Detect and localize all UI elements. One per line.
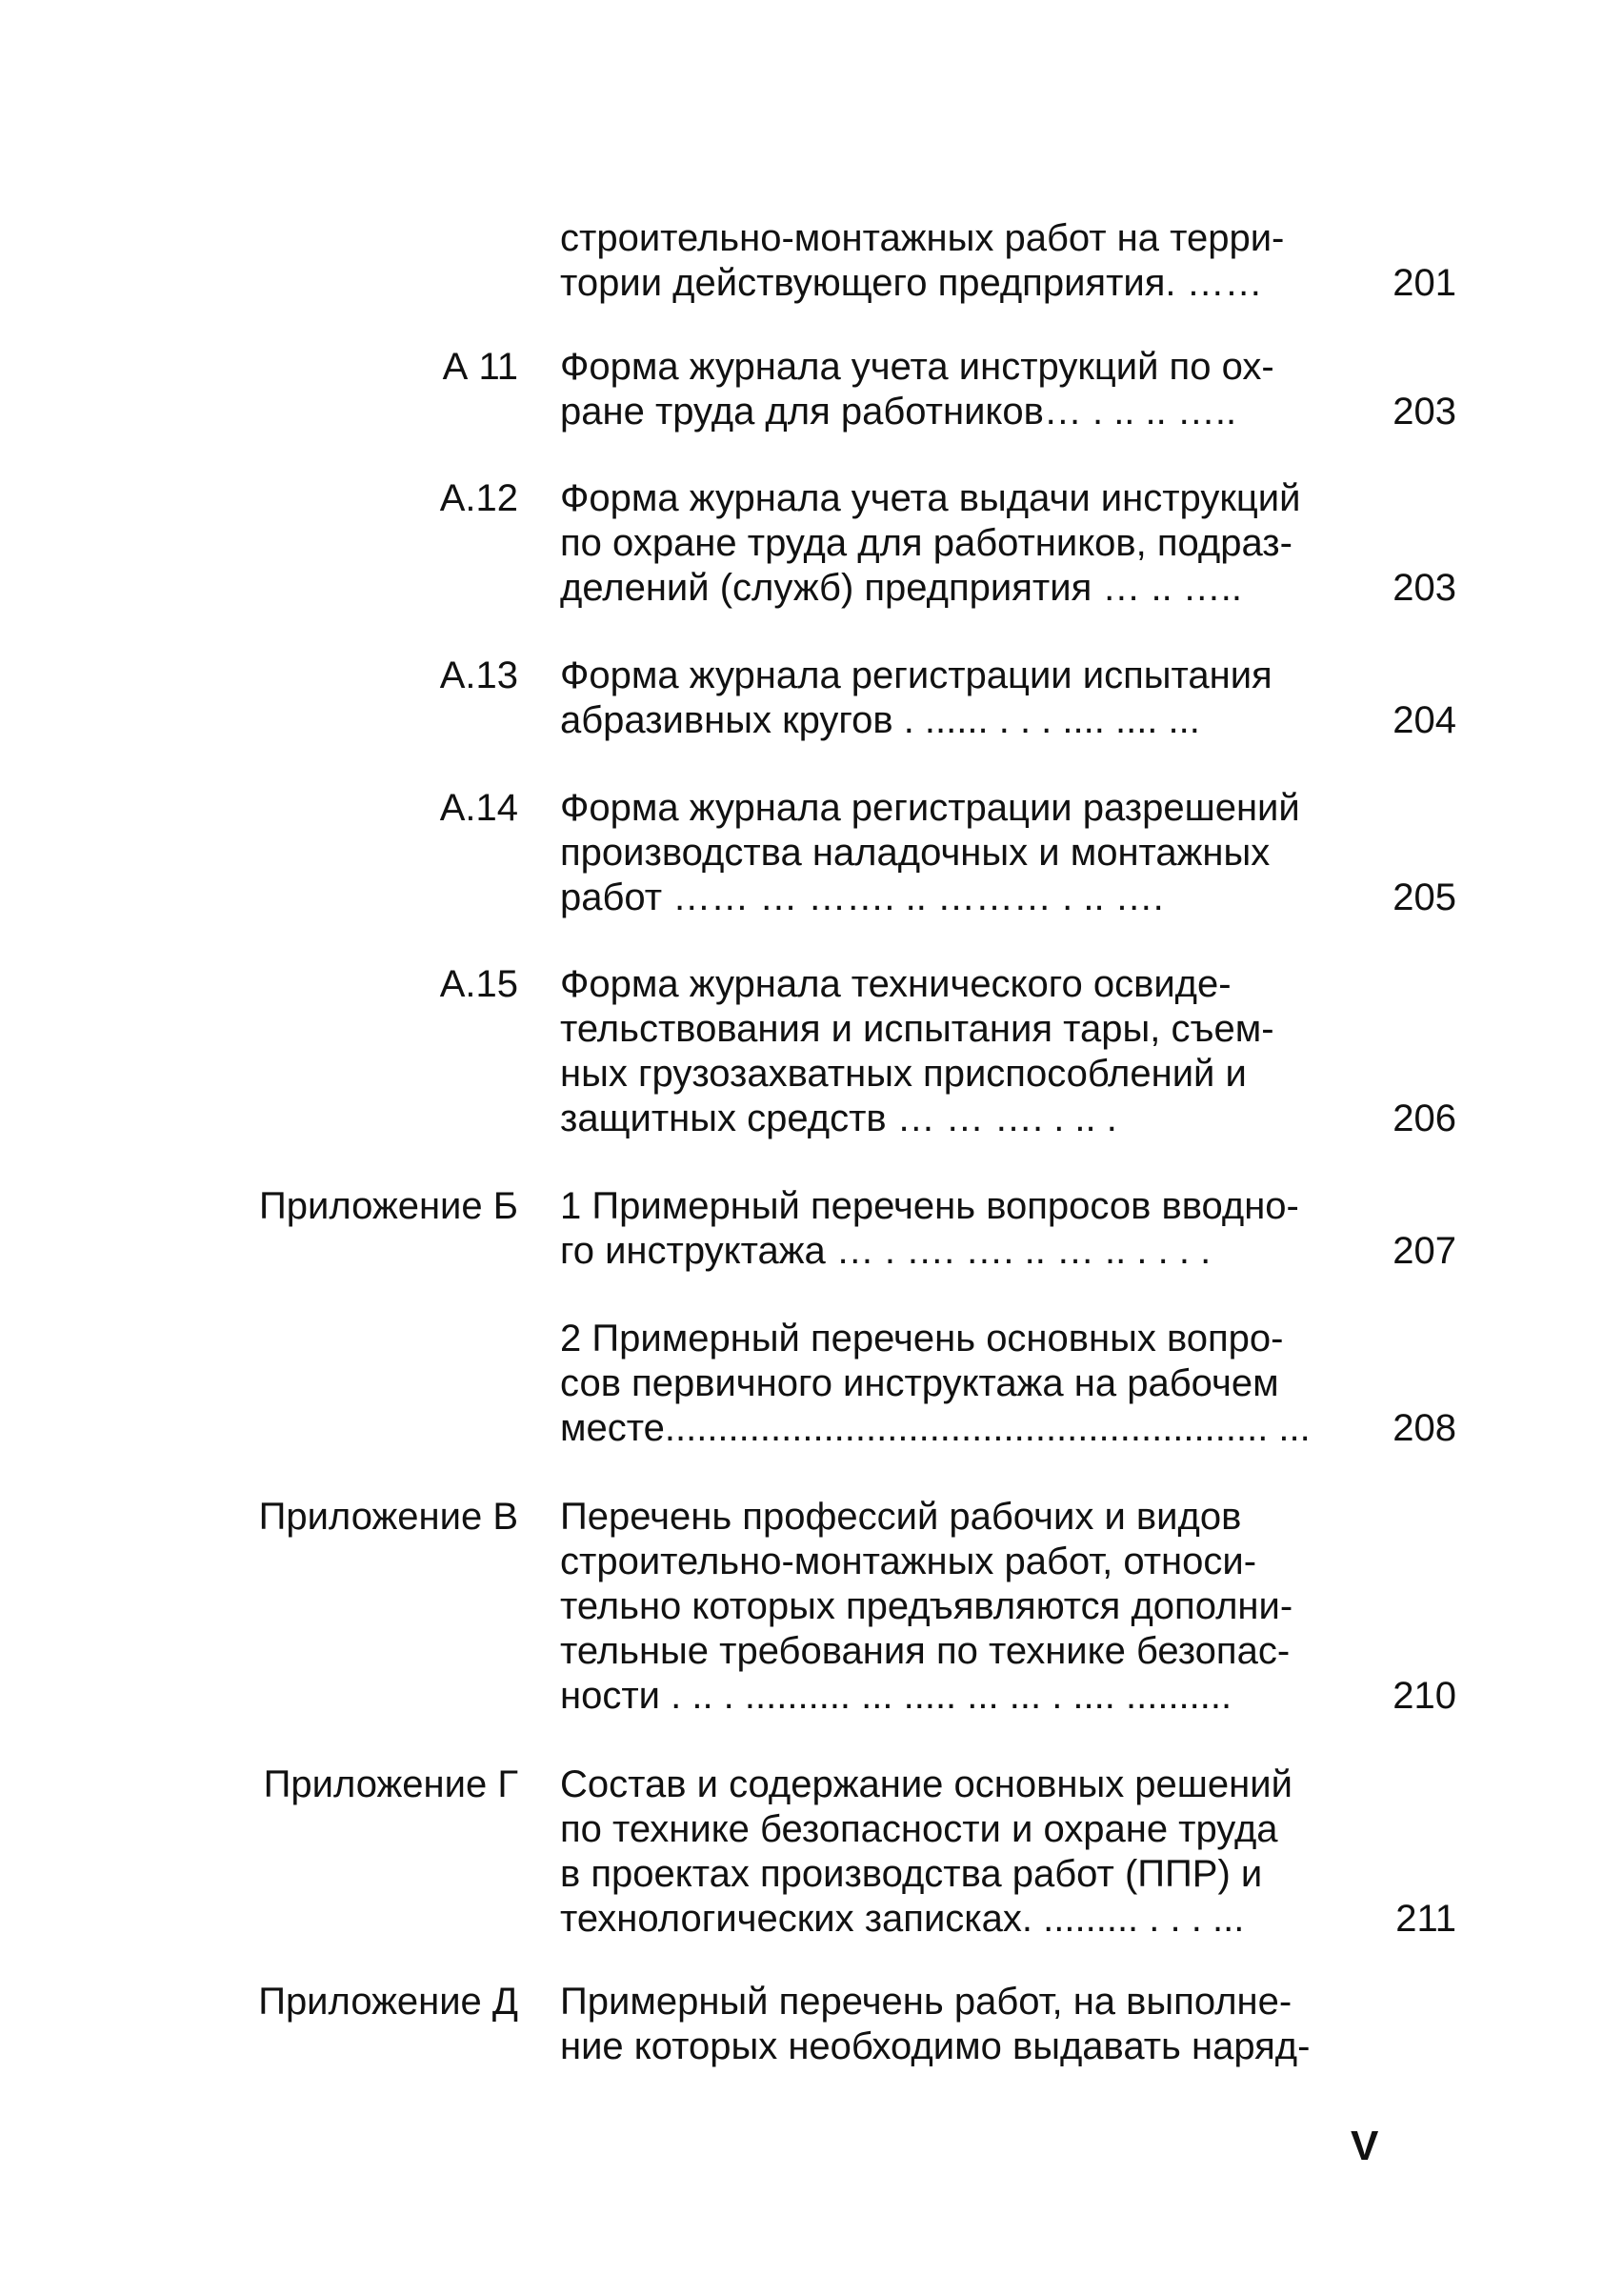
toc-entry-label: Приложение Г: [263, 1763, 518, 1805]
toc-entry-line: месте......................................................... ...: [560, 1407, 1311, 1449]
toc-entry-label: Приложение В: [258, 1496, 518, 1538]
toc-entry-title: [560, 345, 1322, 434]
toc-entry-line: тории действующего предприятия. ……: [560, 262, 1263, 304]
toc-entry-page: 211: [1395, 1898, 1456, 1940]
toc-entry-line: Примерный перечень работ, на выполне-: [560, 1981, 1292, 2023]
toc-entry-line: работ …… … ……. .. ……… . .. ….: [560, 876, 1164, 918]
toc-entry-line: по охране труда для работников, подраз-: [560, 522, 1292, 564]
toc-entry-line: тельно которых предъявляются дополни-: [560, 1585, 1293, 1627]
toc-entry-label: А.14: [439, 787, 518, 829]
toc-entry-line: в проектах производства работ (ППР) и: [560, 1853, 1263, 1895]
toc-entry-title: [560, 476, 1322, 611]
toc-entry-title: [560, 1980, 1322, 2069]
page-folio: V: [1351, 2123, 1379, 2169]
toc-entry-line: Форма журнала регистрации разрешений: [560, 787, 1300, 829]
toc-entry-title: [560, 216, 1322, 306]
toc-entry-line: сов первичного инструктажа на рабочем: [560, 1362, 1279, 1404]
toc-entry-title: [560, 786, 1322, 920]
toc-entry-label: А.15: [439, 963, 518, 1005]
toc-entry-page: 204: [1393, 699, 1456, 741]
toc-entry-page: 210: [1393, 1675, 1456, 1717]
toc-entry-line: Перечень профессий рабочих и видов: [560, 1496, 1242, 1538]
toc-entry-line: строительно-монтажных работ на терри-: [560, 217, 1285, 259]
toc-entry-line: производства наладочных и монтажных: [560, 832, 1271, 874]
toc-entry-title: [560, 1317, 1322, 1451]
toc-entry-line: ране труда для работников… . .. .. …..: [560, 391, 1237, 433]
toc-entry-line: ности . .. . .......... ... ..... ... ... . .... ..........: [560, 1675, 1232, 1717]
toc-entry-line: абразивных кругов . ...... . . . .... .... ...: [560, 699, 1200, 741]
toc-entry-line: 1 Примерный перечень вопросов вводно-: [560, 1185, 1299, 1227]
toc-entry-label: А.13: [439, 655, 518, 696]
toc-entry-line: Форма журнала учета инструкций по ох-: [560, 346, 1274, 388]
toc-entry-page: 208: [1393, 1407, 1456, 1449]
toc-entry-page: 203: [1393, 567, 1456, 609]
toc-entry-line: Состав и содержание основных решений: [560, 1763, 1292, 1805]
toc-entry-title: [560, 1495, 1322, 1719]
toc-entry-line: по технике безопасности и охране труда: [560, 1808, 1278, 1850]
toc-entry-line: ние которых необходимо выдавать наряд-: [560, 2025, 1311, 2067]
toc-entry-line: ных грузозахватных приспособлений и: [560, 1053, 1247, 1095]
toc-entry-line: технологических записках. ......... . . . ...: [560, 1898, 1245, 1940]
toc-entry-label: А.12: [439, 477, 518, 519]
toc-entry-title: [560, 1762, 1322, 1942]
toc-entry-page: 205: [1393, 876, 1456, 918]
toc-entry-label: Приложение Б: [259, 1185, 518, 1227]
toc-entry-page: 207: [1393, 1230, 1456, 1272]
toc-entry-label: А 11: [442, 346, 518, 388]
toc-entry-title: [560, 654, 1322, 743]
toc-entry-line: строительно-монтажных работ, относи-: [560, 1541, 1257, 1582]
toc-entry-line: тельные требования по технике безопас-: [560, 1630, 1291, 1672]
toc-entry-line: защитных средств … … …. . .. .: [560, 1098, 1117, 1139]
toc-entry-page: 206: [1393, 1098, 1456, 1139]
toc-entry-label: Приложение Д: [258, 1981, 518, 2023]
toc-entry-line: 2 Примерный перечень основных вопро-: [560, 1318, 1284, 1359]
toc-entry-line: Форма журнала технического освиде-: [560, 963, 1232, 1005]
toc-entry-title: [560, 1184, 1322, 1274]
toc-entry-line: го инструктажа … . …. …. .. … .. . . . .: [560, 1230, 1212, 1272]
toc-entry-page: 201: [1393, 262, 1456, 304]
toc-entry-line: тельствования и испытания тары, съем-: [560, 1008, 1274, 1050]
toc-entry-title: [560, 962, 1322, 1141]
toc-entry-line: делений (служб) предприятия … .. …..: [560, 567, 1243, 609]
toc-entry-page: 203: [1393, 391, 1456, 433]
toc-entry-line: Форма журнала учета выдачи инструкций: [560, 477, 1301, 519]
toc-entry-line: Форма журнала регистрации испытания: [560, 655, 1272, 696]
